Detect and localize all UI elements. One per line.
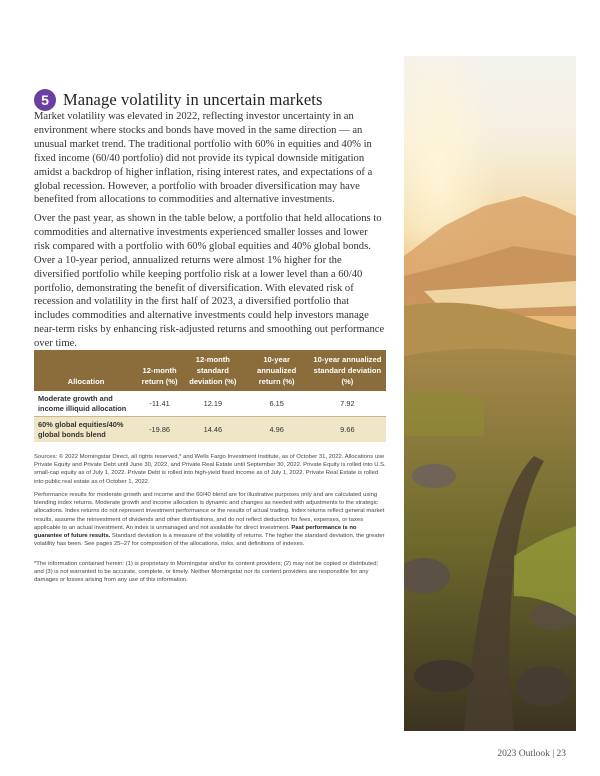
cell-value: 7.92 [309, 391, 386, 417]
header-10y-return: 10-year annualized return (%) [245, 350, 309, 391]
landscape-photo [404, 56, 576, 731]
table-header-row [34, 350, 386, 391]
body-paragraph-2: Over the past year, as shown in the table below, a portfolio that held allocations to commodities and alternative investments experienced smaller losses and lower risk compared with a portfolio with 60% global equities and 40% global bonds. Over a 10-year period, annualized returns were almost 1% higher for the diversified portfolio while keeping portfolio risk at a lower level than a 60/40 portfolio, demonstrating the benefit of diversification. With elevated risk of recession and volatility in the first half of 2023, a diversified portfolio that includes commodities and alternative investments could help investors manage near-term risks by enhancing risk-adjusted returns and smoothing out performance over time. [34, 213, 385, 350]
table-row [34, 391, 386, 417]
performance-note-text: Performance results for moderate growth and income and the 60/40 blend are for illustrative purposes only and are calculated using blending index returns. Moderate growth and income allocation is dynamic and changes as needed with adjustments to the strategic allocations. Index returns do not represent investment performance or the results of actual trading. Index returns reflect general market results, assume the reinvestment of dividends and other distributions, and do not reflect deduction for fees, expenses, or taxes applicable to an actual investment. An index is unmanaged and not available for direct investment. [34, 492, 385, 531]
sources-note: Sources: © 2022 Morningstar Direct, all rights reserved,* and Wells Fargo Investment Institute, as of October 31, 2022. Allocations use Private Equity and Private Debt until June 30, 2022, and Private Real Estate until September 30, 2022. Private Equity is rolled into U.S. small-cap equity as of July 1, 2022. Private Debt is rolled into high-yield fixed income as of July 1, 2022. Private Real Estate is rolled into public real estate as of October 1, 2022. [34, 454, 386, 485]
row-label: Moderate growth and income illiquid allocation [34, 391, 138, 417]
cell-value: -11.41 [138, 391, 181, 417]
header-allocation: Allocation [34, 350, 138, 391]
page-footer: 2023 Outlook | 23 [497, 749, 566, 759]
cell-value: 6.15 [245, 391, 309, 417]
cell-value: 9.66 [309, 417, 386, 443]
allocation-table [34, 350, 386, 442]
cell-value: -19.86 [138, 417, 181, 443]
morningstar-note: *The information contained herein: (1) is proprietary to Morningstar and/or its content providers; (2) may not be copied or distributed; and (3) is not warranted to be accurate, complete, or timely. Neither Morningstar nor its content providers are responsible for any damages or losses arising from any use of this information. [34, 561, 379, 584]
performance-note-text-2: Standard deviation is a measure of the volatility of returns. The higher the standard deviation, the greater volatility has been. See pages 25–27 for composition of the allocations, risks, and definitions of indexes. [34, 533, 385, 548]
cell-value: 12.19 [181, 391, 244, 417]
header-10y-stddev: 10-year annualized standard deviation (%) [309, 350, 386, 391]
section-heading [34, 89, 322, 111]
cell-value: 14.46 [181, 417, 244, 443]
body-paragraph-1: Market volatility was elevated in 2022, reflecting investor uncertainty in an environment where stocks and bonds have moved in the same direction — an unusual market trend. The traditional portfolio with 60% in equities and 40% in fixed income (60/40 portfolio) did not provide its typical downside mitigation amidst a backdrop of higher inflation, rising interest rates, and expectations of a global recession. However, a portfolio with broader diversification may have benefited from allocations to commodities and alternative investments. [34, 111, 373, 206]
cell-value: 4.96 [245, 417, 309, 443]
section-number-badge: 5 [34, 89, 56, 111]
section-title: Manage volatility in uncertain markets [63, 90, 323, 109]
row-label: 60% global equities/40% global bonds blend [34, 417, 138, 443]
header-12m-stddev: 12-month standard deviation (%) [181, 350, 244, 391]
table-row [34, 417, 386, 443]
performance-disclaimer: Past performance is no guarantee of future results. [34, 524, 357, 540]
header-12m-return: 12-month return (%) [138, 350, 181, 391]
performance-note [34, 491, 386, 548]
